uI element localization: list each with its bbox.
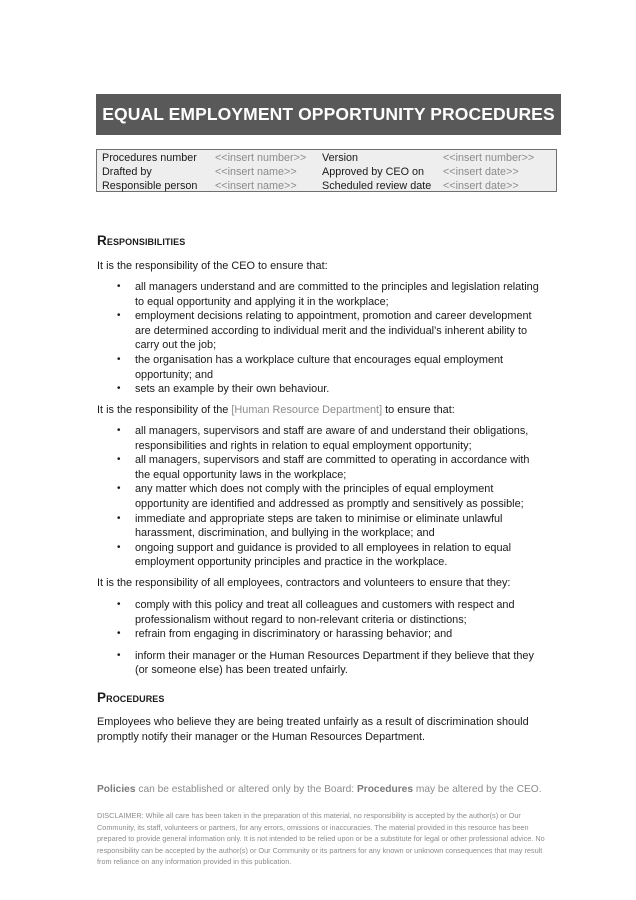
list-item: • all managers, supervisors and staff are aware of and understand their obligations, responsibilities and rights in relation to equal employment opportunity; bbox=[117, 425, 529, 452]
meta-value-placeholder: <<insert name>> bbox=[215, 166, 297, 178]
list-item: • inform their manager or the Human Resources Department if they believe that they (or someone else) has been treated unfairly. bbox=[117, 649, 534, 677]
meta-row bbox=[97, 179, 556, 193]
ceo-responsibility-list bbox=[97, 280, 547, 397]
meta-label: Drafted by bbox=[102, 166, 152, 178]
meta-row bbox=[97, 165, 556, 179]
hr-responsibility-list bbox=[97, 424, 547, 570]
meta-label: Approved by CEO on bbox=[322, 166, 425, 178]
list-item: • immediate and appropriate steps are taken to minimise or eliminate unlawful harassment, discrimination, and bullying in the workplace; and bbox=[117, 512, 503, 540]
meta-value-placeholder: <<insert date>> bbox=[443, 180, 519, 192]
responsibilities-heading: Responsibilities bbox=[97, 233, 186, 248]
hr-intro: It is the responsibility of the [Human Resource Department] to ensure that: bbox=[97, 404, 455, 416]
bullet-icon: • bbox=[117, 483, 121, 495]
disclaimer: DISCLAIMER: While all care has been taken in the preparation of this material, no responsibility is accepted by the author(s) or Our Community, its staff, volunteers or partners, for any errors, omissions or inaccuracies. The material provided in this resource has been prepared to provide general information only. It is not intended to be relied upon or be a substitute for legal or other professional advice. No responsibility can be accepted by the author(s) or Our Community or its partners for any known or unknown consequences that may result from reliance on any information provided in this publication. bbox=[97, 811, 545, 866]
meta-label: Version bbox=[322, 152, 359, 164]
bullet-icon: • bbox=[117, 454, 121, 466]
bullet-icon: • bbox=[117, 541, 121, 553]
bullet-icon: • bbox=[117, 383, 121, 395]
meta-label: Scheduled review date bbox=[322, 180, 432, 192]
bullet-icon: • bbox=[117, 512, 121, 524]
procedures-heading: Procedures bbox=[97, 690, 165, 705]
bullet-icon: • bbox=[117, 425, 121, 436]
list-item: • the organisation has a workplace culture that encourages equal employment opportunity; and bbox=[117, 353, 504, 381]
meta-value-placeholder: <<insert name>> bbox=[215, 180, 297, 192]
bullet-icon: • bbox=[117, 310, 121, 322]
list-item: • employment decisions relating to appointment, promotion and career development are determined according to individual merit and the individual’s inherent ability to carry out the job; bbox=[117, 310, 532, 352]
list-item: • any matter which does not comply with the principles of equal employment opportunity are identified and addressed as promptly and sensitively as possible; bbox=[117, 483, 524, 510]
meta-value-placeholder: <<insert number>> bbox=[215, 152, 307, 164]
list-item: • comply with this policy and treat all colleagues and customers with respect and professionalism without regard to non-relevant criteria or distinctions; bbox=[117, 599, 515, 626]
list-item: • refrain from engaging in discriminatory or harassing behavior; and bbox=[117, 628, 453, 641]
bullet-icon: • bbox=[117, 353, 121, 365]
list-item: • all managers, supervisors and staff are committed to operating in accordance with the equal opportunity laws in the workplace; bbox=[117, 454, 530, 481]
meta-label: Responsible person bbox=[102, 180, 198, 192]
meta-row bbox=[97, 151, 556, 165]
ceo-intro: It is the responsibility of the CEO to ensure that: bbox=[97, 260, 328, 272]
bullet-icon: • bbox=[117, 599, 121, 610]
list-item: • all managers understand and are committed to the principles and legislation relating to equal opportunity and applying it in the workplace; bbox=[117, 281, 539, 308]
document-title: EQUAL EMPLOYMENT OPPORTUNITY PROCEDURES bbox=[96, 94, 561, 135]
procedures-body: Employees who believe they are being treated unfairly as a result of discrimination should promptly notify their manager or the Human Resources Department. bbox=[97, 716, 529, 743]
list-item: • ongoing support and guidance is provided to all employees in relation to equal employment opportunity principles and practice in the workplace. bbox=[117, 541, 511, 569]
all-staff-intro: It is the responsibility of all employees, contractors and volunteers to ensure that they: bbox=[97, 577, 511, 589]
meta-label: Procedures number bbox=[102, 152, 197, 164]
all-staff-responsibility-list bbox=[97, 598, 547, 678]
bullet-icon: • bbox=[117, 628, 121, 640]
meta-value-placeholder: <<insert date>> bbox=[443, 166, 519, 178]
document-meta-table bbox=[96, 149, 557, 192]
list-item: • sets an example by their own behaviour. bbox=[117, 383, 330, 396]
policy-note: Policies can be established or altered only by the Board: Procedures may be altered by the CEO. bbox=[97, 784, 542, 795]
meta-value-placeholder: <<insert number>> bbox=[443, 152, 535, 164]
bullet-icon: • bbox=[117, 649, 121, 661]
hr-department-placeholder: [Human Resource Department] bbox=[231, 404, 383, 416]
bullet-icon: • bbox=[117, 281, 121, 292]
